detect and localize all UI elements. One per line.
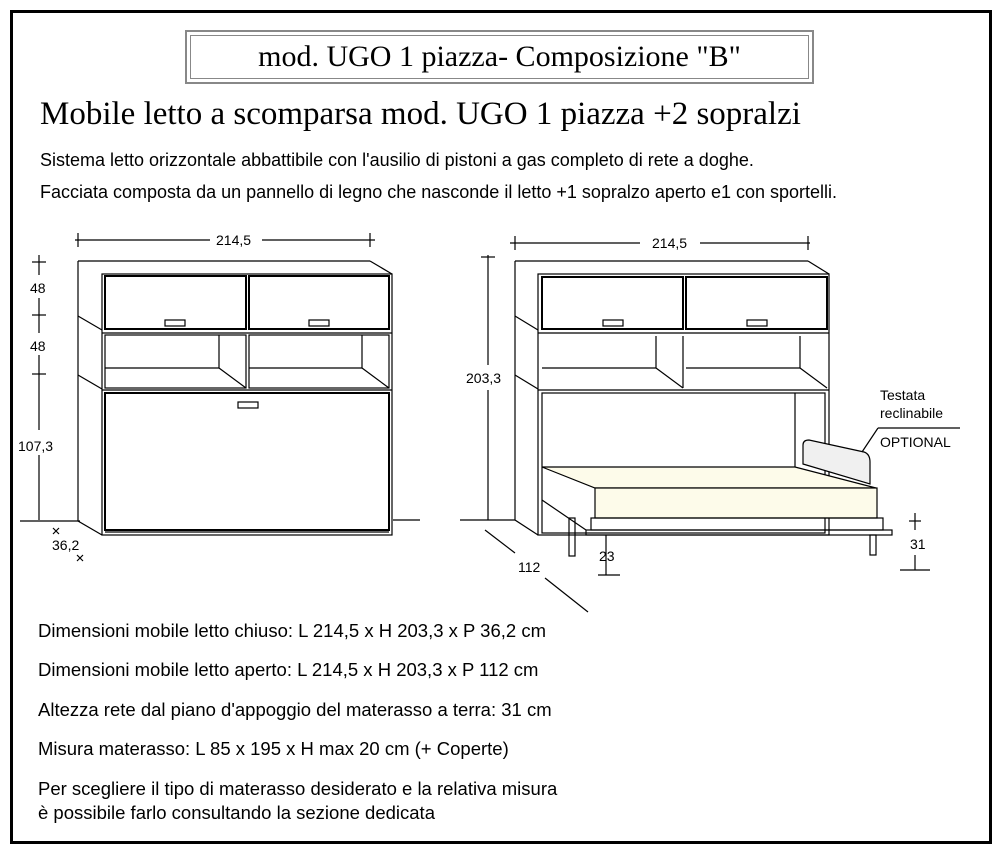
optional-label: OPTIONAL bbox=[880, 434, 951, 450]
spec-bed-height: Altezza rete dal piano d'appoggio del materasso a terra: 31 cm bbox=[38, 699, 552, 720]
headboard-note-line-2: reclinabile bbox=[880, 405, 944, 421]
headboard-note-line-1: Testata bbox=[880, 387, 926, 403]
open-depth-label: 112 bbox=[518, 559, 541, 575]
leg-height-label: 23 bbox=[599, 548, 615, 564]
open-height-label: 203,3 bbox=[466, 370, 502, 386]
spec-closed-dimensions: Dimensioni mobile letto chiuso: L 214,5 x H 203,3 x P 36,2 cm bbox=[38, 620, 546, 641]
spec-note-line-2: è possibile farlo consultando la sezione dedicata bbox=[38, 802, 435, 823]
closed-depth-label: 36,2 bbox=[52, 537, 80, 553]
spec-note-line-1: Per scegliere il tipo di materasso desiderato e la relativa misura bbox=[38, 778, 558, 799]
open-width-label: 214,5 bbox=[652, 235, 688, 251]
spec-mattress-size: Misura materasso: L 85 x 195 x H max 20 cm (+ Coperte) bbox=[38, 738, 509, 759]
spec-open-dimensions: Dimensioni mobile letto aperto: L 214,5 x H 203,3 x P 112 cm bbox=[38, 659, 539, 680]
bed-height-label: 31 bbox=[910, 536, 926, 552]
title-model: mod. UGO 1 piazza bbox=[258, 40, 499, 73]
product-subtitle: Mobile letto a scomparsa mod. UGO 1 piazza +2 sopralzi bbox=[40, 96, 801, 132]
title-composition: - Composizione "B" bbox=[498, 40, 741, 73]
closed-height-middle: 48 bbox=[30, 338, 46, 354]
closed-width-label: 214,5 bbox=[216, 232, 252, 248]
description-line-1: Sistema letto orizzontale abbattibile con l'ausilio di pistoni a gas completo di rete a doghe. bbox=[40, 150, 754, 170]
closed-height-bottom: 107,3 bbox=[18, 438, 54, 454]
closed-height-top: 48 bbox=[30, 280, 46, 296]
description-line-2: Facciata composta da un pannello di legno che nasconde il letto +1 sopralzo aperto e1 con sportelli. bbox=[40, 182, 838, 202]
